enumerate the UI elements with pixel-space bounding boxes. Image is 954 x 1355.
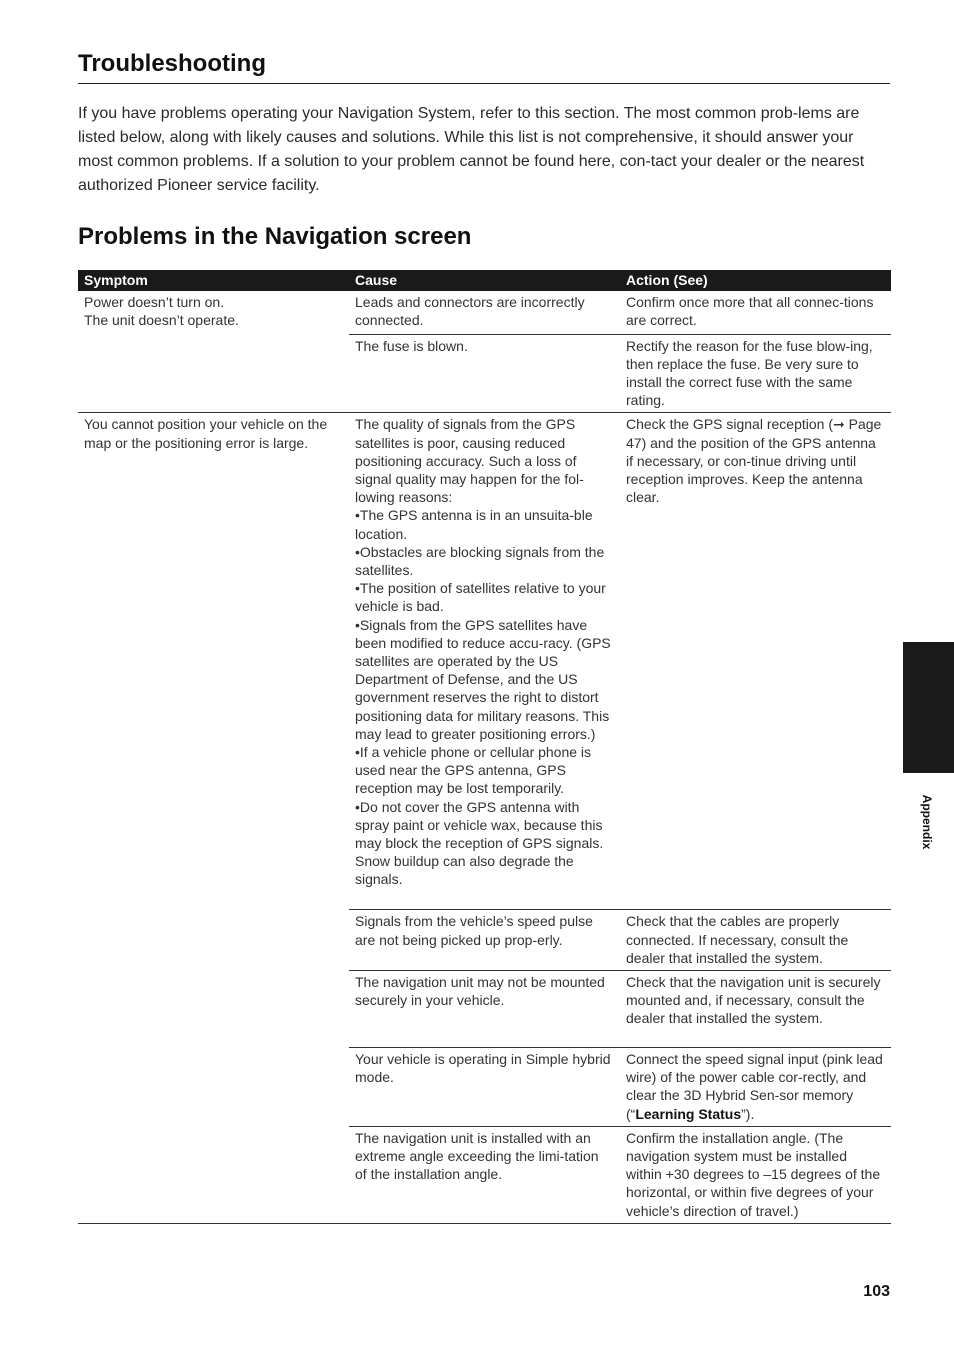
action-cell: Check the GPS signal reception (➞ Page 47) and the position of the GPS antenna if necessary, or con-tinue driving until reception improves. Keep the antenna clear.: [620, 413, 891, 910]
symptom-cell: Power doesn’t turn on. The unit doesn’t operate.: [78, 291, 349, 413]
troubleshooting-table: [78, 270, 891, 1224]
appendix-tab-marker: [903, 642, 954, 773]
page-number: 103: [863, 1283, 890, 1300]
cause-cell: The quality of signals from the GPS satellites is poor, causing reduced positioning accuracy. Such a loss of signal quality may happen for the fol-lowing reasons: •The GPS antenna is in an unsuita-ble location. •Obstacles are blocking signals from the satellites. •The position of satellites relative to your vehicle is bad. •Signals from the GPS satellites have been modified to reduce accu-racy. (GPS satellites are operated by the US Department of Defense, and the US government reserves the right to distort positioning data for military reasons. This may lead to greater positioning errors.) •If a vehicle phone or cellular phone is used near the GPS antenna, GPS reception may be lost temporarily. •Do not cover the GPS antenna with spray paint or vehicle wax, because this may block the reception of GPS signals. Snow buildup can also degrade the signals.: [349, 413, 620, 910]
cause-cell: The navigation unit may not be mounted securely in your vehicle.: [349, 970, 620, 1047]
page-title: Troubleshooting: [78, 50, 890, 84]
table-row: [78, 413, 891, 910]
cause-cell: Signals from the vehicle’s speed pulse are not being picked up prop-erly.: [349, 910, 620, 971]
cause-cell: The fuse is blown.: [349, 334, 620, 413]
header-symptom: Symptom: [78, 270, 349, 291]
action-cell: Check that the navigation unit is securely mounted and, if necessary, consult the dealer that installed the system.: [620, 970, 891, 1047]
cause-cell: Your vehicle is operating in Simple hybrid mode.: [349, 1047, 620, 1126]
symptom-cell: You cannot position your vehicle on the map or the positioning error is large.: [78, 413, 349, 1223]
action-cell: Rectify the reason for the fuse blow-ing, then replace the fuse. Be very sure to install the correct fuse with the same rating.: [620, 334, 891, 413]
table-header-row: [78, 270, 891, 291]
action-text-end: ”).: [741, 1105, 755, 1122]
table-row: [78, 291, 891, 334]
header-action: Action (See): [620, 270, 891, 291]
section-title: Problems in the Navigation screen: [78, 223, 472, 250]
cause-cell: Leads and connectors are incorrectly connected.: [349, 291, 620, 334]
header-cause: Cause: [349, 270, 620, 291]
action-cell: Confirm once more that all connec-tions are correct.: [620, 291, 891, 334]
action-cell: [620, 1047, 891, 1126]
cause-cell: The navigation unit is installed with an extreme angle exceeding the limi-tation of the installation angle.: [349, 1126, 620, 1223]
intro-paragraph: If you have problems operating your Navigation System, refer to this section. The most common prob-lems are listed below, along with likely causes and solutions. While this list is not comprehensive, it should answer your most common problems. If a solution to your problem cannot be found here, con-tact your dealer or the nearest authorized Pioneer service facility.: [78, 105, 865, 194]
learning-status-reference: Learning Status: [635, 1105, 742, 1122]
action-cell: Check that the cables are properly connected. If necessary, consult the dealer that installed the system.: [620, 910, 891, 971]
appendix-label: Appendix: [920, 794, 934, 850]
action-text: Connect the speed signal input (pink lead wire) of the power cable cor-rectly, and clear the 3D Hybrid Sen-sor memory (“: [626, 1050, 883, 1122]
action-cell: Confirm the installation angle. (The navigation system must be installed within +30 degrees to –15 degrees of the horizontal, or within five degrees of your vehicle’s direction of travel.): [620, 1126, 891, 1223]
